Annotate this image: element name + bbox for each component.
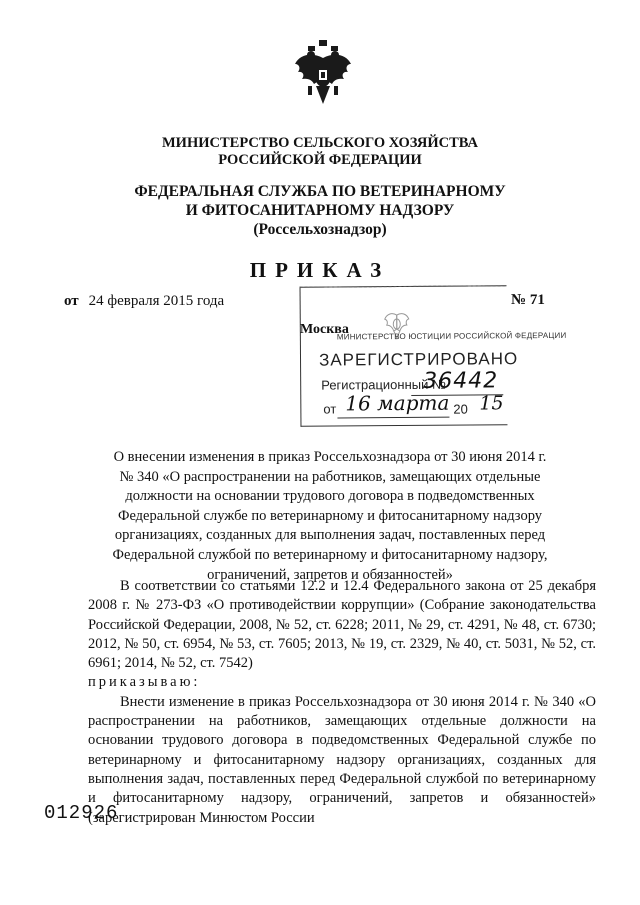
order-body (88, 577, 596, 828)
service-name-line2: И ФИТОСАНИТАРНОМУ НАДЗОРУ (185, 202, 455, 219)
stamp-date-underline (337, 417, 449, 419)
document-title: ПРИКАЗ (249, 258, 391, 282)
stamp-top-edge (300, 285, 506, 288)
order-subject: О внесении изменения в приказ Россельхознадзора от 30 июня 2014 г. № 340 «О распространении на работников, замещающих отдельные должности на основании трудового договора в подведомственных Федеральной службе по ветеринарному и фитосанитарному надзору организациях, созданных для выполнения задач, поставленных перед Федеральной службой по ветеринарному и фитосанитарному надзору, ограничений, запретов и обязанностей» (112, 449, 548, 583)
service-name-line1: ФЕДЕРАЛЬНАЯ СЛУЖБА ПО ВЕТЕРИНАРНОМУ (134, 183, 506, 200)
stamp-year-printed: 20 (453, 401, 468, 417)
stamp-registered-label: ЗАРЕГИСТРИРОВАНО (318, 349, 519, 370)
stamp-date-label: от (323, 401, 337, 417)
service-abbreviation: (Россельхознадзор) (253, 221, 387, 238)
stamp-year-handwritten: 15 (479, 392, 504, 415)
stamp-date-value: 16 марта (345, 390, 450, 416)
ministry-name-line1: МИНИСТЕРСТВО СЕЛЬСКОГО ХОЗЯЙСТВА (162, 135, 478, 151)
ministry-name-line2: РОССИЙСКОЙ ФЕДЕРАЦИИ (218, 152, 422, 168)
date-prefix: от (64, 293, 79, 309)
document-serial-code: 012926 (44, 802, 119, 824)
coat-of-arms-emblem (292, 38, 354, 108)
stamp-reg-number-label: Регистрационный № (321, 376, 446, 393)
stamp-reg-number-value: 36442 (423, 368, 499, 394)
order-number: № 71 (511, 292, 545, 308)
stamp-ministry-label: МИНИСТЕРСТВО ЮСТИЦИИ РОССИЙСКОЙ ФЕДЕРАЦИИ (336, 330, 567, 342)
body-paragraph-legal-basis: В соответствии со статьями 12.2 и 12.4 Федерального закона от 25 декабря 2008 г. № 273-ФЗ «О противодействии коррупции» (Собрание законодательства Российской Федерации, 2008, № 52, ст. 6228; 2011, № 29, ст. 4291, № 48, ст. 6730; 2012, № 50, ст. 6954, № 53, ст. 7605; 2013, № 19, ст. 2329, № 40, ст. 5031, № 52, ст. 6961; 2014, № 52, ст. 7542) (88, 578, 596, 672)
body-decree-word: приказываю: (88, 674, 201, 691)
order-date-line (64, 293, 224, 310)
body-paragraph-amendment: Внести изменение в приказ Россельхознадзора от 30 июня 2014 г. № 340 «О распространении на работников, замещающих отдельные должности на основании трудового договора в подведомственных Федеральной службе по ветеринарному и фитосанитарному надзору организациях, созданных для выполнения задач, поставленных перед Федеральной службой по ветеринарному и фитосанитарному надзору, ограничений, запретов и обязанностей» (зарегистрирован Минюстом России (88, 693, 596, 826)
order-city: Москва (300, 322, 349, 337)
order-date: 24 февраля 2015 года (88, 293, 225, 309)
